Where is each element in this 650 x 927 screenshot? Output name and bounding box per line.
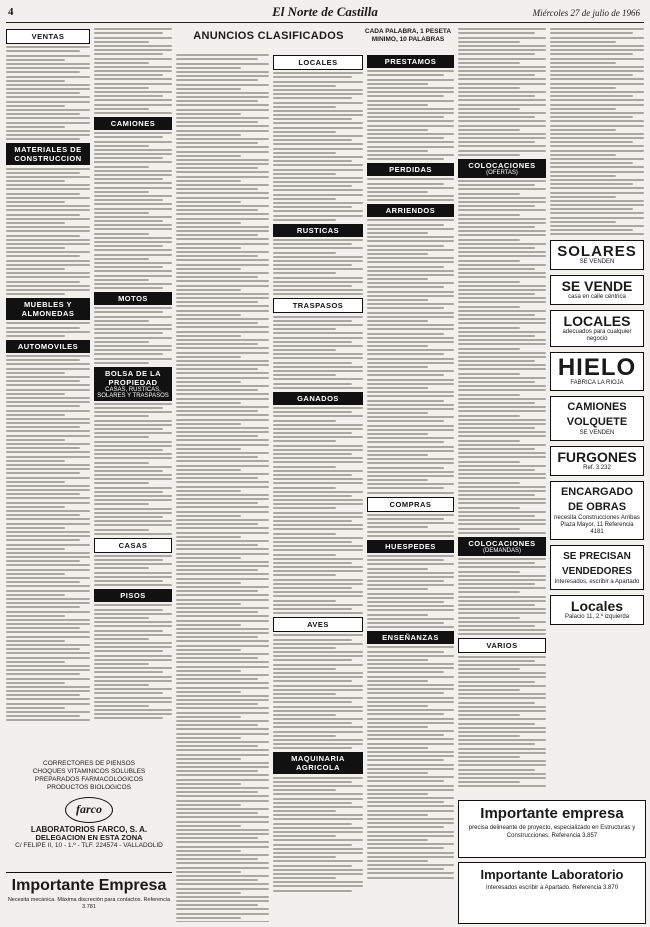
- ad-se-vende: [550, 275, 644, 305]
- section-header-muebles: MUEBLES Y ALMONEDAS: [6, 298, 90, 320]
- ad-locales-title: LOCALES: [563, 313, 631, 330]
- newspaper-title: El Norte de Castilla: [272, 4, 378, 19]
- ad-hielo: [550, 352, 644, 391]
- colocaciones-demandas-subtitle: (DEMANDAS): [482, 547, 521, 554]
- section-header-materiales: MATERIALES DE CONSTRUCCION: [6, 143, 90, 165]
- ad-hielo-text: FABRICA LA RIOJA: [570, 380, 624, 387]
- farco-line-3: PREPARADOS FARMACOLOGICOS: [34, 776, 144, 783]
- ad-encargado-obras: [550, 481, 644, 540]
- ad-vendedores-title: SE PRECISAN VENDEDORES: [561, 551, 632, 578]
- section-header-huespedes: HUESPEDES: [367, 540, 454, 553]
- classified-header: [176, 28, 454, 50]
- section-header-colocaciones-demandas: [458, 537, 546, 556]
- ad-farco: [6, 760, 172, 860]
- column-5: [367, 52, 454, 922]
- section-header-pisos: PISOS: [94, 589, 172, 602]
- section-header-ensenanzas: ENSEÑANZAS: [367, 631, 454, 644]
- imp1-text: Necesita mecánica. Máxima discreción para contactos. Referencia 3.781: [7, 897, 171, 910]
- ad-locales2-title: Locales: [570, 598, 624, 615]
- ad-furgones-text: Ref. 3.232: [583, 465, 611, 472]
- farco-address: C/ FELIPE II, 10 - 1.º - TLF. 224574 - VALLADOLID: [15, 842, 163, 849]
- section-header-prestamos: PRESTAMOS: [367, 55, 454, 68]
- column-2: [94, 26, 172, 756]
- ad-locales2-text: Palacio 11, 2.º izquierda: [564, 614, 630, 621]
- farco-delegacion: DELEGACION EN ESTA ZONA: [35, 833, 143, 842]
- section-header-traspasos: TRASPASOS: [273, 298, 363, 313]
- section-header-rusticas: RUSTICAS: [273, 224, 363, 237]
- column-6: [458, 26, 546, 796]
- ad-se-vende-text: casa en calle céntrica: [568, 294, 626, 301]
- ad-camiones-title: CAMIONES VOLQUETE: [566, 401, 628, 429]
- colocaciones-ofertas-title: COLOCACIONES: [468, 160, 536, 170]
- farco-line-4: PRODUCTOS BIOLOGICOS: [46, 784, 132, 791]
- ad-se-vende-title: SE VENDE: [561, 278, 633, 295]
- ad-solares-text: SE VENDEN: [579, 259, 615, 266]
- colocaciones-demandas-title: COLOCACIONES: [468, 538, 536, 548]
- column-4: [273, 52, 363, 922]
- ad-camiones-text: SE VENDEN: [579, 430, 615, 437]
- ad-vendedores-text: Interesados, escribir a Apartado: [554, 579, 640, 586]
- section-header-ganados: GANADOS: [273, 392, 363, 405]
- ad-locales-2: [550, 595, 644, 625]
- ad-importante-laboratorio: [458, 862, 646, 924]
- section-header-arriendos: ARRIENDOS: [367, 204, 454, 217]
- section-header-perdidas: PERDIDAS: [367, 163, 454, 176]
- section-header-locales: LOCALES: [273, 55, 363, 70]
- classified-rate: CADA PALABRA, 1 PESETA MINIMO, 10 PALABRAS: [364, 28, 452, 43]
- ad-hielo-title: HIELO: [557, 354, 637, 382]
- column-1: [6, 26, 90, 724]
- ad-locales-text: adecuados para cualquier negocio: [562, 329, 632, 343]
- bolsa-title: BOLSA DE LA PROPIEDAD: [104, 368, 162, 387]
- imp3-text: Interesados escribir a Apartado. Referencia 3.870: [485, 885, 619, 891]
- masthead: [6, 4, 644, 23]
- section-header-compras: COMPRAS: [367, 497, 454, 512]
- imp1-title: Importante Empresa: [11, 877, 167, 894]
- ad-vendedores: [550, 545, 644, 590]
- section-header-automoviles: AUTOMOVILES: [6, 340, 90, 353]
- section-header-varios: VARIOS: [458, 638, 546, 653]
- bolsa-subtitle: CASAS, RUSTICAS, SOLARES Y TRASPASOS: [97, 386, 169, 399]
- ad-furgones: [550, 446, 644, 476]
- section-header-ventas: VENTAS: [6, 29, 90, 44]
- ad-importante-empresa-2: [458, 800, 646, 858]
- colocaciones-ofertas-subtitle: (OFERTAS): [486, 169, 518, 176]
- ad-furgones-title: FURGONES: [557, 449, 637, 466]
- ad-locales: [550, 310, 644, 347]
- section-header-motos: MOTOS: [94, 292, 172, 305]
- farco-logo: farco: [65, 797, 113, 823]
- column-7: [550, 26, 644, 796]
- section-header-aves: AVES: [273, 617, 363, 632]
- section-header-colocaciones-ofertas: [458, 159, 546, 178]
- ad-encargado-text: necesita Construcciones Arribas Plaza Mayor, 11 Referencia 4181: [554, 515, 640, 536]
- ad-solares: [550, 240, 644, 270]
- farco-line-1: CORRECTORES DE PIENSOS: [43, 760, 135, 767]
- imp3-title: Importante Laboratorio: [480, 867, 624, 882]
- farco-line-2: CHOQUES VITAMINICOS SOLUBLES: [32, 768, 146, 775]
- ad-importante-empresa-1: [6, 872, 172, 923]
- section-header-casas: CASAS: [94, 538, 172, 553]
- imp2-text: precisa delineante de proyecto, especializado en Estructuras y Construcciones. Referencia 3.857: [468, 825, 636, 839]
- column-3: [176, 52, 269, 922]
- ad-encargado-title: ENCARGADO DE OBRAS: [560, 486, 634, 514]
- classified-title: ANUNCIOS CLASIFICADOS: [193, 30, 344, 42]
- section-header-maquinaria: MAQUINARIA AGRICOLA: [273, 752, 363, 774]
- issue-date: Miércoles 27 de julio de 1966: [532, 8, 640, 18]
- imp2-title: Importante empresa: [480, 805, 624, 822]
- section-header-camiones: CAMIONES: [94, 117, 172, 130]
- section-header-bolsa: [94, 367, 172, 401]
- page-number: 4: [8, 6, 14, 18]
- ad-camiones-volquete: [550, 396, 644, 441]
- farco-lab: LABORATORIOS FARCO, S. A.: [30, 825, 148, 834]
- ad-solares-title: SOLARES: [557, 243, 637, 261]
